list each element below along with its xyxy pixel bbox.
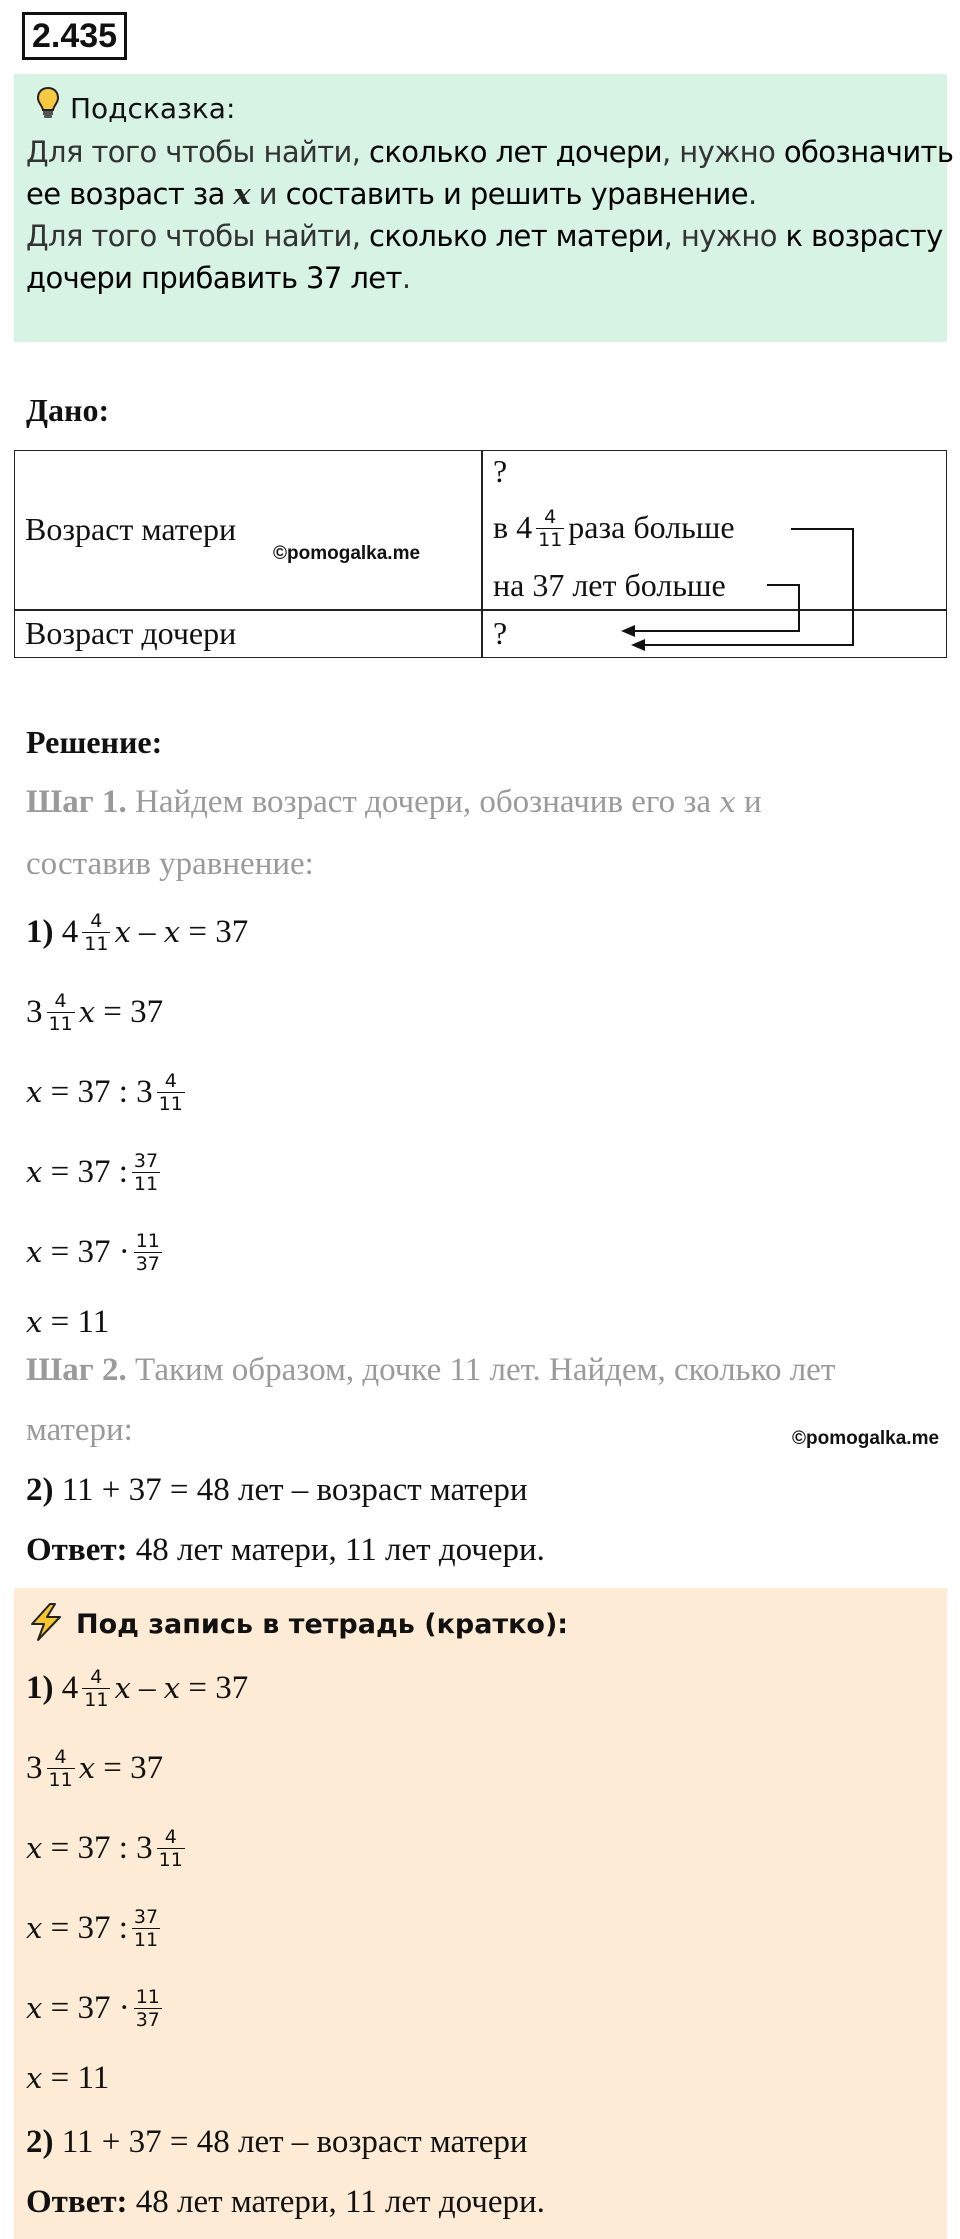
lightbulb-icon xyxy=(36,86,60,131)
daughter-unknown: ? xyxy=(493,615,508,651)
equation-5: x = 37 · $\frac{11}{37}$ xyxy=(26,1229,160,1275)
relation-arrows xyxy=(15,451,946,657)
hint-title-text: Подсказка: xyxy=(70,91,236,125)
equation-4: x = 37 : $\frac{37}{11}$ xyxy=(26,1149,159,1195)
solution-heading: Решение: xyxy=(26,724,163,760)
step2-text-2: матери: xyxy=(26,1412,133,1448)
condition-plus: на 37 лет больше xyxy=(493,567,726,603)
given-table xyxy=(14,450,947,658)
equation-3: x = 37 : 3 $\frac{4}{11}$ xyxy=(26,1069,183,1115)
step2-text: Шаг 2. Таким образом, дочке 11 лет. Найдем, сколько лет xyxy=(26,1352,836,1388)
notes-equation-5: x = 37 · $\frac{11}{37}$ xyxy=(26,1985,160,2031)
given-heading: Дано: xyxy=(26,392,110,428)
hint-line-2: ее возраст за x и составить и решить уравнение. xyxy=(26,177,757,211)
hint-title xyxy=(36,86,235,131)
row-label-daughter: Возраст дочери xyxy=(25,615,237,651)
watermark: ©pomogalka.me xyxy=(273,543,421,564)
mother-unknown: ? xyxy=(493,453,508,489)
lightning-icon xyxy=(26,1602,66,1647)
step1-text-2: составив уравнение: xyxy=(26,846,314,882)
answer: Ответ: 48 лет матери, 11 лет дочери. xyxy=(26,1532,545,1568)
step1-text: Шаг 1. Найдем возраст дочери, обозначив его за x и xyxy=(26,784,762,820)
equation-7: 2) 11 + 37 = 48 лет – возраст матери xyxy=(26,1472,528,1508)
notes-answer: Ответ: 48 лет матери, 11 лет дочери. xyxy=(26,2184,545,2220)
hint-box xyxy=(14,74,954,342)
equation-1: 1) 4 $\frac{4}{11}$ x – x = 37 xyxy=(26,909,249,955)
hint-line-1: Для того чтобы найти, сколько лет дочери, нужно обозначить xyxy=(26,135,954,169)
notes-equation-2: 3 $\frac{4}{11}$ x = 37 xyxy=(26,1745,164,1791)
notes-box xyxy=(14,1588,947,2239)
notes-equation-1: 1) 4 $\frac{4}{11}$ x – x = 37 xyxy=(26,1665,249,1711)
notes-equation-4: x = 37 : $\frac{37}{11}$ xyxy=(26,1905,159,1951)
hint-line-3: Для того чтобы найти, сколько лет матери, нужно к возрасту xyxy=(26,219,943,253)
row-label-mother: Возраст матери xyxy=(25,511,237,547)
notes-title xyxy=(26,1602,568,1647)
notes-equation-7: 2) 11 + 37 = 48 лет – возраст матери xyxy=(26,2124,528,2160)
condition-times: в 4 $\frac{4}{11}$ раза больше xyxy=(493,506,735,552)
notes-equation-6: x = 11 xyxy=(26,2060,110,2096)
notes-title-text: Под запись в тетрадь (кратко): xyxy=(76,1608,569,1640)
notes-equation-3: x = 37 : 3 $\frac{4}{11}$ xyxy=(26,1825,183,1871)
problem-number: 2.435 xyxy=(22,12,127,60)
hint-line-4: дочери прибавить 37 лет. xyxy=(26,261,411,295)
fraction: $\frac{4}{11}$ xyxy=(538,506,563,552)
equation-2: 3 $\frac{4}{11}$ x = 37 xyxy=(26,989,164,1035)
equation-6: x = 11 xyxy=(26,1304,110,1340)
watermark-2: ©pomogalka.me xyxy=(792,1428,940,1449)
